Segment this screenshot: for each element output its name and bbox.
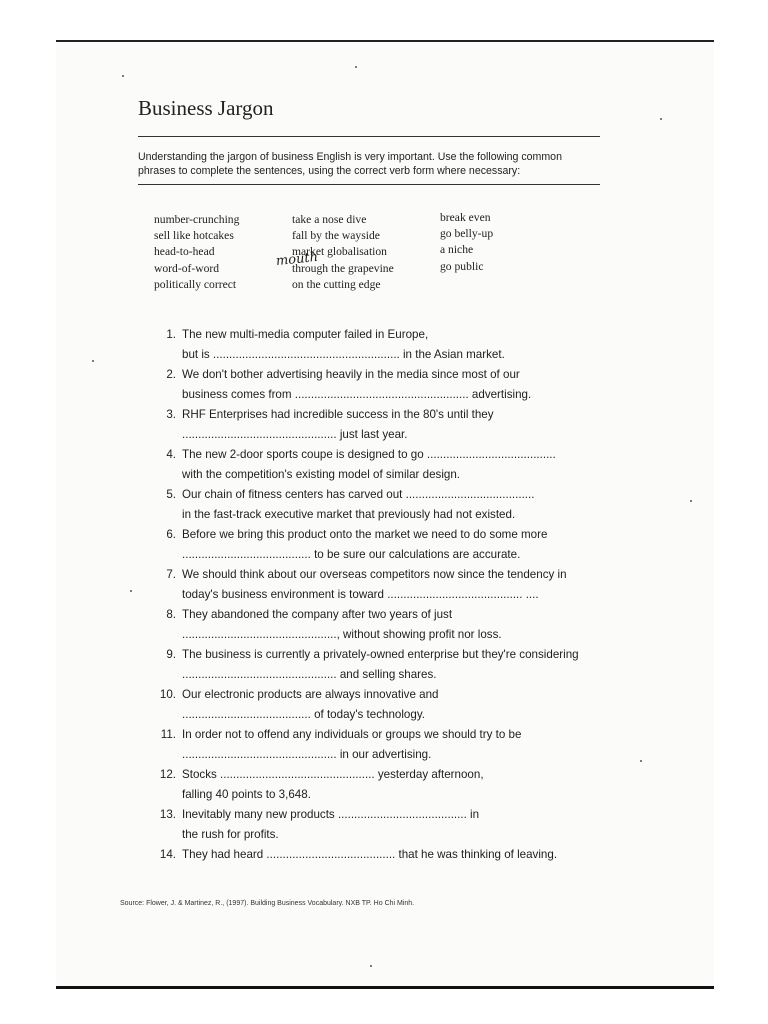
phrase: on the cutting edge — [292, 277, 381, 291]
question-number: 8. — [166, 608, 176, 621]
phrase: through the grapevine — [292, 261, 394, 275]
question-line: ........................................ to be sure our calculations are accurate. — [182, 548, 521, 561]
question-line: Our electronic products are always innovative and — [182, 688, 439, 701]
question-line: Inevitably many new products ........................................ in — [182, 808, 480, 821]
question-line: We don't bother advertising heavily in the media since most of our — [182, 368, 520, 381]
instructions-rule — [138, 184, 600, 185]
handwritten-correction: mouth — [275, 249, 319, 270]
question-number: 5. — [166, 488, 176, 501]
scan-speck — [122, 75, 124, 77]
phrase-column-1 — [154, 212, 239, 293]
question-line: ................................................, without showing profit nor loss. — [182, 628, 502, 641]
question-line: Stocks ................................................ yesterday afternoon, — [182, 768, 484, 781]
page-title: Business Jargon — [138, 96, 274, 120]
question-line: ................................................ and selling shares. — [182, 668, 437, 681]
question-number: 2. — [166, 368, 176, 381]
title-rule — [138, 136, 600, 137]
question-line: with the competition's existing model of similar design. — [182, 468, 461, 481]
phrase: number-crunching — [154, 213, 240, 226]
phrase-column-3 — [440, 210, 493, 275]
question-line: falling 40 points to 3,648. — [182, 788, 311, 801]
phrase: go public — [440, 259, 484, 273]
question-line: We should think about our overseas competitors now since the tendency in — [182, 568, 567, 581]
scan-speck — [660, 118, 662, 120]
question-number: 14. — [159, 848, 176, 861]
question-line: business comes from ...................................................... advertising. — [182, 388, 532, 401]
question-line: ................................................ in our advertising. — [182, 748, 432, 761]
question-number: 4. — [166, 448, 176, 461]
question-number: 9. — [166, 648, 176, 661]
question-line: They had heard ........................................ that he was thinking of leaving. — [182, 848, 558, 861]
question-line: the rush for profits. — [182, 828, 279, 841]
question-line: in the fast-track executive market that previously had not existed. — [182, 508, 516, 521]
question-line: The business is currently a privately-owned enterprise but they're considering — [182, 648, 579, 661]
phrase: a niche — [440, 243, 474, 257]
phrase: fall by the wayside — [292, 229, 380, 243]
question-number: 6. — [166, 528, 176, 541]
question-line: but is .......................................................... in the Asian market. — [182, 348, 505, 361]
worksheet — [110, 72, 670, 952]
question-line: The new 2-door sports coupe is designed to go ........................................ — [182, 448, 556, 461]
phrase: go belly-up — [440, 227, 494, 241]
scan-speck — [355, 66, 357, 68]
question-line: They abandoned the company after two years of just — [182, 608, 453, 621]
scan-speck — [130, 590, 132, 592]
phrase: break even — [440, 211, 491, 224]
phrase: market globalisation — [292, 245, 387, 259]
phrase: politically correct — [154, 277, 237, 291]
question-number: 11. — [160, 728, 176, 741]
phrase: take a nose dive — [292, 213, 367, 226]
question-line: Before we bring this product onto the market we need to do some more — [182, 528, 548, 541]
question-number: 12. — [159, 768, 176, 781]
scan-speck — [690, 500, 692, 502]
question-number: 3. — [166, 408, 176, 421]
scan-speck — [640, 760, 642, 762]
question-line: ................................................ just last year. — [182, 428, 408, 441]
scan-speck — [370, 965, 372, 967]
question-line: ........................................ of today's technology. — [182, 708, 425, 721]
question-line: today's business environment is toward .......................................... .... — [182, 588, 539, 601]
phrase: sell like hotcakes — [154, 229, 234, 243]
phrase: head-to-head — [154, 245, 215, 259]
source-citation: Source: Flower, J. & Martinez, R., (1997). Building Business Vocabulary. NXB TP. Ho Chi Minh. — [120, 900, 415, 907]
question-line: Our chain of fitness centers has carved out ........................................ — [182, 488, 535, 501]
question-line: The new multi-media computer failed in Europe, — [182, 328, 429, 341]
phrase: word-of-word — [154, 261, 220, 275]
question-number: 1. — [166, 328, 176, 341]
instructions: Understanding the jargon of business English is very important. Use the following common phrases to complete the sentences, using the correct verb form where necessary: — [138, 151, 562, 177]
question-number: 10. — [159, 688, 176, 701]
question-line: In order not to offend any individuals or groups we should try to be — [182, 728, 522, 741]
question-number: 13. — [159, 808, 176, 821]
question-number: 7. — [166, 568, 176, 581]
scan-speck — [92, 360, 94, 362]
phrase-column-2 — [292, 212, 394, 293]
question-line: RHF Enterprises had incredible success in the 80's until they — [182, 408, 494, 421]
